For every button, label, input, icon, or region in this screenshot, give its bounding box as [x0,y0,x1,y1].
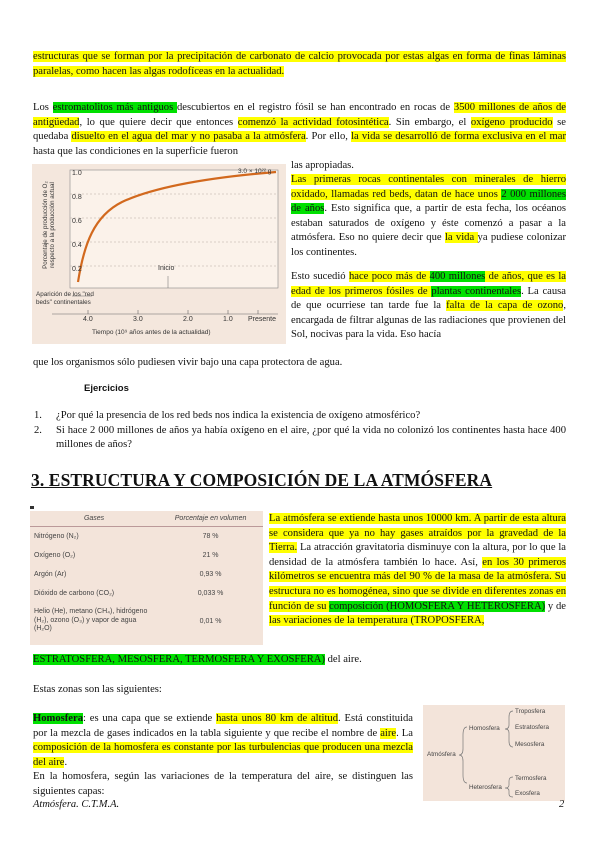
text: descubiertos en el registro fósil se han encontrado en rocas de [176,102,454,113]
exercises-title: Ejercicios [84,383,129,394]
gas-percentage: 0,93 % [199,571,222,578]
atmosphere-layers-diagram [423,705,565,801]
paragraph-red-beds [291,173,566,261]
text: : es una capa que se extiende [83,713,217,724]
gas-percentage: 78 % [202,533,219,540]
x-tick: 2.0 [183,316,193,323]
highlight: de años, que es la edad de los primeros fósiles de [291,271,567,297]
highlight-green: 2 000 millones de años [291,188,566,215]
y-tick: 1.0 [72,170,82,177]
gas-name: Helio (He), metano (CH₄), hidrógeno (H₂), ozono (O₃) y vapor de agua (H₂O) [34,608,148,633]
text: se quedaba [33,116,566,143]
oxygen-production-figure [32,164,286,344]
highlight-green: Homosfera [33,713,84,724]
gas-percentage: 21 % [202,552,219,559]
diagram-layer: Mesosfera [515,741,545,748]
text: Esto sucedió [291,271,349,282]
highlight: La atmósfera se extiende hasta unos 10000 km. A partir de esta altura se considera que ya no hay gases atraídos por la gravedad de la Tierra. [269,513,566,554]
diagram-heterosfera-label: Heterosfera [469,784,502,791]
y-tick: 0.8 [72,194,82,201]
text: las apropiadas. [291,160,354,171]
diagram-layer: Termosfera [515,775,547,782]
text: . La causa de que ocurriese tan tarde fue la [291,285,566,312]
table-row [30,584,263,603]
highlight: falta de la capa de ozono [446,300,564,312]
paragraph-continental-plants [291,270,566,343]
highlight-green: ESTRATOSFERA, MESOSFERA, TERMOSFERA Y EXOSFERA) [33,654,325,665]
highlight: composición de la homosfera es constante por las turbulencias que producen una mezcla del aire [33,742,413,768]
paragraph-homosfera [33,712,413,800]
x-axis-label: Tiempo (10⁹ años antes de la actualidad) [92,329,211,336]
gas-percentage: 0,033 % [197,590,224,597]
diagram-root-label: Atmósfera [427,751,456,758]
highlight: estructuras que se forman por la precipitación de carbonato de calcio provocada por estas algas en forma de finas láminas paralelas, como hacen las algas rodofíceas en la actualidad. [33,51,566,77]
gas-composition-table [30,511,263,645]
highlight-green: composición (HOMOSFERA Y HETEROSFERA) [329,600,546,612]
table-row [30,603,263,639]
x-tick: 4.0 [83,316,93,323]
gas-name: Nitrógeno (N₂) [34,533,79,540]
highlight: la vida se desarrolló de forma exclusiva en el mar [351,131,566,143]
text: . Esto significa que, a partir de esta fecha, los océanos estaban saturados de oxígeno y éste comenzó a pasar a la atmósfera [291,203,566,244]
y-axis-label: Porcentaje de producción de O₂ respecto a la producción actual [42,181,56,269]
paragraph-continuation [291,159,566,174]
text: ya pudiese colonizar los continentes. [291,232,566,258]
text: . Por ello, [305,131,352,143]
highlight: en los 30 primeros kilómetros se encuentra más del 90 % de la masa de la atmósfera. Su estructura no es homogénea, sino que se divide en diferentes zonas en función de su [269,556,567,612]
diagram-layer: Exosfera [515,790,540,797]
text: . Sin embargo, el [388,116,471,128]
paragraph-atmosphere-extent [269,512,566,629]
column-header-gases: Gases [30,511,158,527]
item-number: 1. [34,410,42,421]
column-header-percentage: Porcentaje en volumen [158,511,263,527]
item-text: ¿Por qué la presencia de los red beds nos indica la existencia de oxígeno atmosférico? [56,410,421,421]
paragraph-continuation [33,653,566,668]
text: La atracción gravitatoria disminuye con la altura, por lo que la densidad de la atmósfera también lo hace. Así, [269,542,566,568]
exercises-list [30,409,566,453]
gas-name: Argón (Ar) [34,571,67,578]
exercise-item [30,409,566,424]
highlight-green: estromatolitos más antiguos [52,102,177,113]
diagram-homosfera-label: Homosfera [469,725,500,732]
text: En la homosfera, según las variaciones de la temperatura del aire, se distinguen las siguientes capas: [33,771,413,797]
paragraph-continuation [33,356,566,371]
table-row [30,565,263,584]
x-tick: 1.0 [223,316,233,323]
footer-title: Atmósfera. C.T.M.A. [33,799,120,810]
highlight: comenzó la actividad fotosintética [237,116,389,128]
section-heading [31,470,571,491]
highlight: las variaciones de la temperatura (TROPOSFERA, [269,615,485,627]
gas-name: Dióxido de carbono (CO₂) [34,590,115,597]
table-row [30,546,263,565]
item-text: Si hace 2 000 millones de años ya había oxígeno en el aire, ¿por qué la vida no colonizó los continentes hasta hace 400 millones de años? [56,424,566,451]
x-tick: 3.0 [133,316,143,323]
section-title: 3. ESTRUCTURA Y COMPOSICIÓN DE LA ATMÓSFERA [31,470,493,490]
text: y de [545,600,567,612]
text: , encargada de filtrar algunas de las radiaciones que provienen del Sol, nocivas para la vida. Eso hacía [291,300,566,341]
highlight: 3500 millones de años de antigüedad [33,102,566,128]
text: . [64,756,68,768]
gas-percentage: 0,01 % [199,617,222,625]
text: que los organismos sólo pudiesen vivir bajo una capa protectora de agua. [33,357,343,368]
highlight: hace poco más de [348,271,430,282]
text: del aire. [324,654,362,665]
page-number: 2 [559,799,565,810]
item-number: 2. [34,424,42,436]
text: , lo que quiere decir que entonces [79,116,238,128]
bullet-mark [30,506,34,509]
highlight: Las primeras rocas continentales con minerales de hierro oxidado, llamadas red beds, datan de hace unos [291,174,566,200]
text: . Está constituida por la mezcla de gases indicados en la tabla siguiente y que recibe el nombre de [33,713,413,739]
table-row [30,527,263,547]
y-tick: 0.6 [72,218,82,225]
text: . La [396,727,413,739]
text: Los [33,102,53,113]
highlight-green: 400 millones [429,271,486,282]
table-header-row [30,511,263,527]
y-tick: 0.2 [72,266,82,273]
zones-intro: Estas zonas son las siguientes: [33,684,162,695]
red-beds-label: Aparición de los "red beds" continentales [36,291,94,306]
x-tick: Presente [248,316,277,323]
highlight: aire [380,727,397,739]
paragraph-oldest-stromatolites [33,101,566,159]
text: hasta que las condiciones en la superficie fueron [33,145,239,157]
highlight: disuelto en el agua del mar y no pasaba a la atmósfera [71,131,306,143]
inicio-label: Inicio [158,265,175,272]
y-tick: 0.4 [72,242,82,249]
highlight-green: plantas continentales [431,285,522,297]
highlight: oxígeno producido [470,116,553,128]
diagram-layer: Estratosfera [515,724,549,731]
highlight: hasta unos 80 km de altitud [216,713,339,724]
text: . Eso no quiere decir que [332,232,445,244]
exercise-item [30,424,566,453]
diagram-layer: Troposfera [515,708,546,715]
highlight: la vida [444,232,478,244]
gas-name: Oxígeno (O₂) [34,552,76,559]
top-value-label: 3.0 × 10²² g [238,168,272,175]
paragraph-stromatolite-structures [33,50,566,79]
